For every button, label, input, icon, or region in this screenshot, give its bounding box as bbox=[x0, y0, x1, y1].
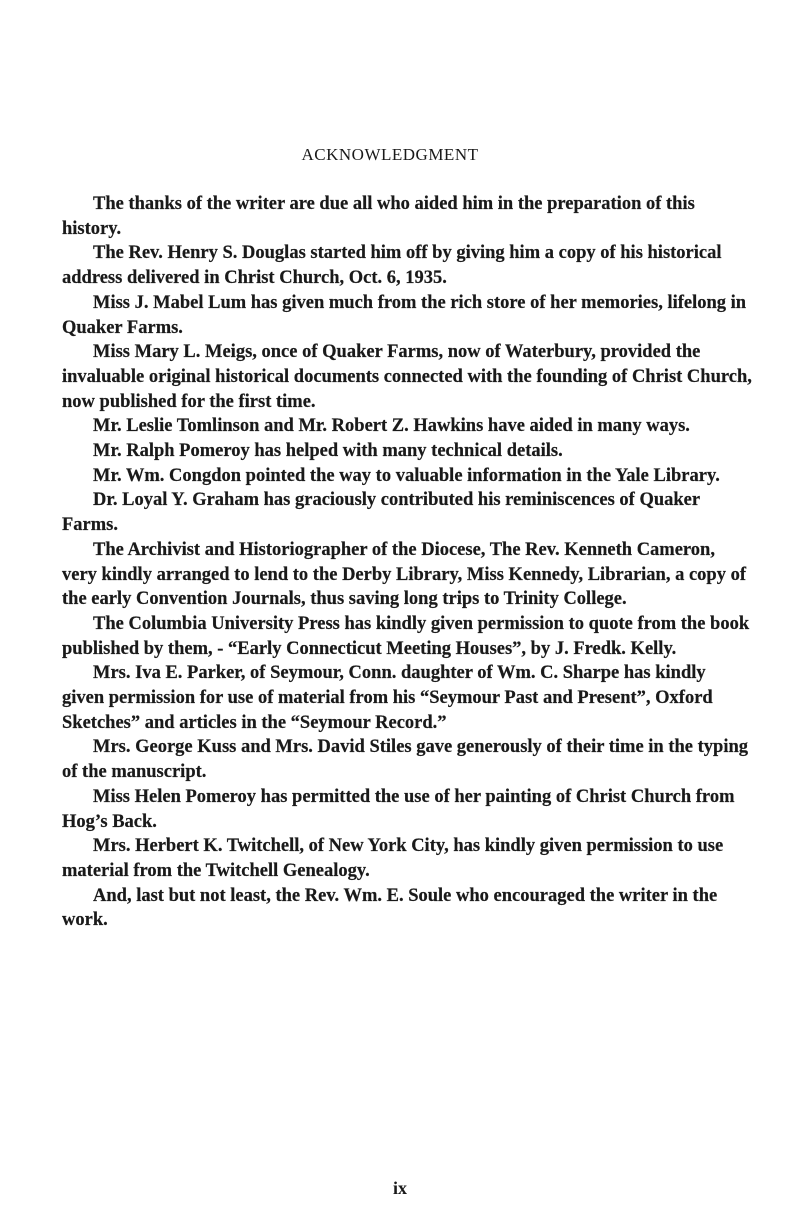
paragraph-douglas: The Rev. Henry S. Douglas started him off by giving him a copy of his historical address delivered in Christ Church, Oct. 6, 1935. bbox=[62, 243, 722, 289]
paragraph-congdon: Mr. Wm. Congdon pointed the way to valuable information in the Yale Library. bbox=[93, 465, 720, 486]
acknowledgment-body bbox=[62, 192, 752, 933]
paragraph-tomlinson-hawkins: Mr. Leslie Tomlinson and Mr. Robert Z. Hawkins have aided in many ways. bbox=[93, 416, 690, 437]
paragraph-pomeroy-ralph: Mr. Ralph Pomeroy has helped with many technical details. bbox=[93, 441, 563, 462]
paragraph-archivist: The Archivist and Historiographer of the Diocese, The Rev. Kenneth Cameron, very kindly arranged to lend to the Derby Library, Miss Kennedy, Librarian, a copy of the early Convention Journals, thus saving long trips to Trinity College. bbox=[62, 539, 746, 610]
paragraph-pomeroy-helen: Miss Helen Pomeroy has permitted the use of her painting of Christ Church from Hog’s Back. bbox=[62, 786, 735, 832]
paragraph-graham: Dr. Loyal Y. Graham has graciously contributed his reminiscences of Quaker Farms. bbox=[62, 490, 700, 536]
paragraph-lum: Miss J. Mabel Lum has given much from the rich store of her memories, lifelong in Quaker Farms. bbox=[62, 292, 747, 338]
paragraph-soule: And, last but not least, the Rev. Wm. E. Soule who encouraged the writer in the work. bbox=[62, 885, 718, 931]
paragraph-kuss-stiles: Mrs. George Kuss and Mrs. David Stiles gave generously of their time in the typing of the manuscript. bbox=[62, 737, 749, 783]
paragraph-meigs: Miss Mary L. Meigs, once of Quaker Farms, now of Waterbury, provided the invaluable original historical documents connected with the founding of Christ Church, now published for the first time. bbox=[62, 342, 752, 412]
page-number: ix bbox=[392, 1178, 407, 1198]
page-title: ACKNOWLEDGMENT bbox=[301, 145, 479, 164]
paragraph-columbia-press: The Columbia University Press has kindly given permission to quote from the book published by them, - “Early Connecticut Meeting Houses”, by J. Fredk. Kelly. bbox=[62, 613, 750, 659]
paragraph-thanks: The thanks of the writer are due all who aided him in the preparation of this history. bbox=[62, 194, 695, 239]
paragraph-twitchell: Mrs. Herbert K. Twitchell, of New York City, has kindly given permission to use material from the Twitchell Genealogy. bbox=[62, 836, 724, 881]
paragraph-parker: Mrs. Iva E. Parker, of Seymour, Conn. daughter of Wm. C. Sharpe has kindly given permission for use of material from his “Seymour Past and Present”, Oxford Sketches” and articles in the “Seymour Record.” bbox=[62, 663, 713, 733]
